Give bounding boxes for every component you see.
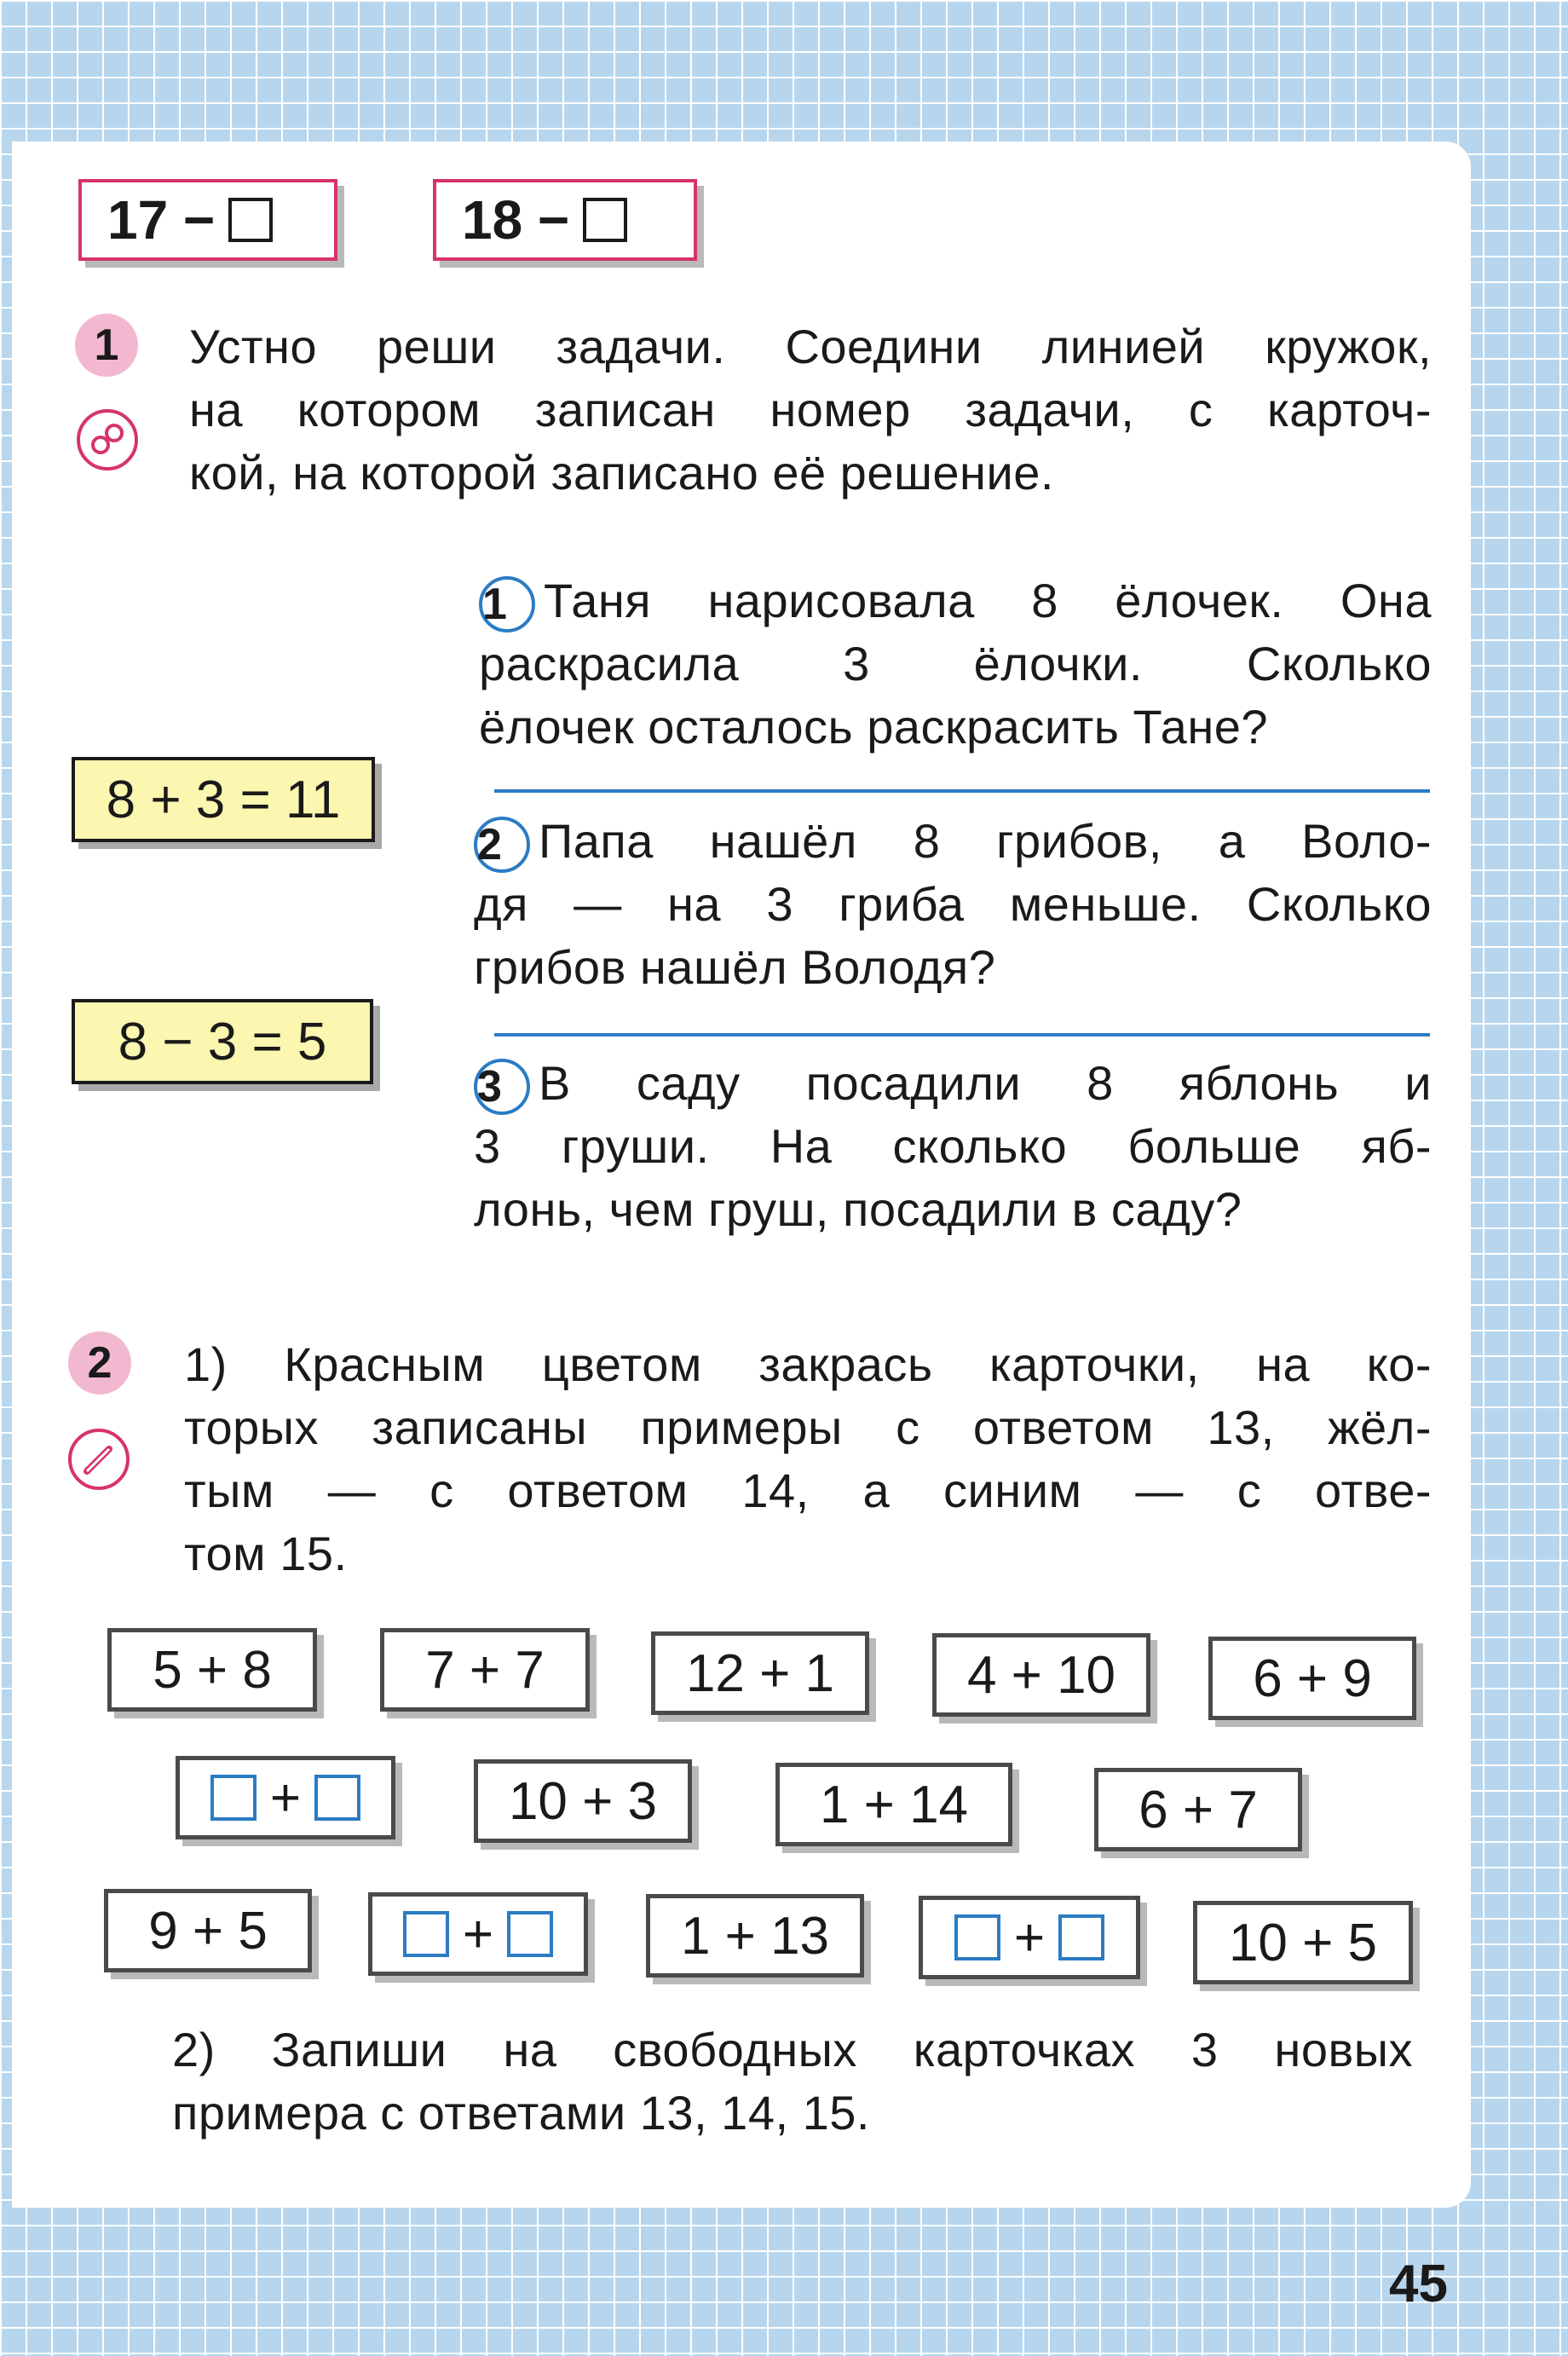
card-text: 7 + 7 (425, 1640, 545, 1700)
blank-square[interactable] (403, 1911, 449, 1957)
blank-square[interactable] (314, 1775, 360, 1821)
instruction-line: кой, на которой записано её решение. (189, 446, 1054, 499)
problem-line: раскрасила 3 ёлочки. Сколько (479, 637, 1432, 691)
answer-card-text: 8 − 3 = 5 (118, 1012, 327, 1071)
empty-square (228, 198, 273, 242)
instruction-line: том 15. (184, 1527, 348, 1580)
example-card[interactable] (107, 1628, 317, 1712)
card-text: 1 + 13 (680, 1906, 830, 1966)
problem-line: 3 груши. На сколько больше яб- (474, 1119, 1432, 1174)
example-card[interactable] (380, 1628, 590, 1712)
card-text: 9 + 5 (148, 1901, 268, 1960)
header-box-17-label: 17 − (107, 189, 216, 251)
answer-card[interactable] (72, 757, 375, 842)
problem-number-circle[interactable]: 1 (479, 576, 535, 632)
instruction-line: 2) Запиши на свободных карточках 3 новых (172, 2023, 1413, 2076)
empty-square (583, 198, 627, 242)
blank-square[interactable] (507, 1911, 553, 1957)
example-card[interactable] (1193, 1901, 1413, 1984)
instruction-line: на котором записан номер задачи, с карточ- (189, 383, 1432, 436)
card-text: 4 + 10 (966, 1645, 1116, 1705)
task1-instruction (189, 315, 1432, 505)
instruction-line: 1) Красным цветом закрась карточки, на ко- (184, 1337, 1432, 1391)
example-card[interactable] (1208, 1637, 1416, 1720)
card-text: 1 + 14 (819, 1775, 969, 1834)
problem-line: Папа нашёл 8 грибов, а Воло- (539, 814, 1432, 868)
answer-card[interactable] (72, 999, 373, 1084)
task2-part2 (172, 2018, 1413, 2145)
task-number-badge (68, 1331, 131, 1395)
card-text: 10 + 3 (508, 1771, 658, 1831)
problem-number-circle[interactable]: 3 (474, 1059, 530, 1115)
card-text: 5 + 8 (153, 1640, 272, 1700)
example-card[interactable] (932, 1633, 1150, 1717)
problem-3 (474, 1052, 1432, 1241)
blank-card[interactable]: + (176, 1756, 395, 1839)
problem-2 (474, 810, 1432, 999)
blank-square[interactable] (210, 1775, 257, 1821)
card-text: 6 + 7 (1139, 1780, 1258, 1839)
example-card[interactable] (646, 1894, 864, 1978)
header-box-17 (78, 179, 337, 261)
example-card[interactable] (651, 1631, 869, 1715)
blank-square[interactable] (954, 1914, 1000, 1960)
pencil-icon (68, 1429, 130, 1490)
header-box-18 (433, 179, 697, 261)
problem-1 (479, 569, 1432, 759)
separator-line (494, 1033, 1430, 1037)
instruction-line: примера с ответами 13, 14, 15. (172, 2086, 870, 2139)
instruction-line: торых записаны примеры с ответом 13, жёл- (184, 1400, 1432, 1454)
problem-line: ёлочек осталось раскрасить Тане? (479, 700, 1269, 754)
connect-icon (77, 409, 138, 471)
task-number: 2 (87, 1338, 112, 1388)
task-number-badge (75, 314, 138, 377)
problem-line: лонь, чем груш, посадили в саду? (474, 1182, 1242, 1237)
problem-line: Таня нарисовала 8 ёлочек. Она (544, 574, 1432, 627)
answer-card-text: 8 + 3 = 11 (106, 770, 341, 829)
blank-square[interactable] (1058, 1914, 1104, 1960)
example-card[interactable] (1094, 1768, 1302, 1851)
problem-line: грибов нашёл Володя? (474, 940, 996, 995)
page-number: 45 (1389, 2255, 1448, 2313)
problem-line: В саду посадили 8 яблонь и (539, 1056, 1432, 1110)
instruction-line: Устно реши задачи. Соедини линией кружок, (189, 320, 1432, 373)
card-text: 10 + 5 (1228, 1913, 1378, 1972)
example-card[interactable] (474, 1759, 692, 1843)
problem-number-circle[interactable]: 2 (474, 817, 530, 873)
problem-line: дя — на 3 гриба меньше. Сколько (474, 877, 1432, 932)
instruction-line: тым — с ответом 14, а синим — с отве- (184, 1464, 1432, 1517)
card-text: 6 + 9 (1253, 1649, 1372, 1708)
task2-part1 (184, 1333, 1432, 1585)
blank-card[interactable]: + (919, 1896, 1140, 1979)
blank-card[interactable]: + (368, 1892, 588, 1976)
task-number: 1 (94, 320, 119, 370)
example-card[interactable] (775, 1763, 1012, 1846)
example-card[interactable] (104, 1889, 312, 1972)
header-box-18-label: 18 − (462, 189, 570, 251)
separator-line (494, 789, 1430, 793)
card-text: 12 + 1 (685, 1643, 835, 1703)
